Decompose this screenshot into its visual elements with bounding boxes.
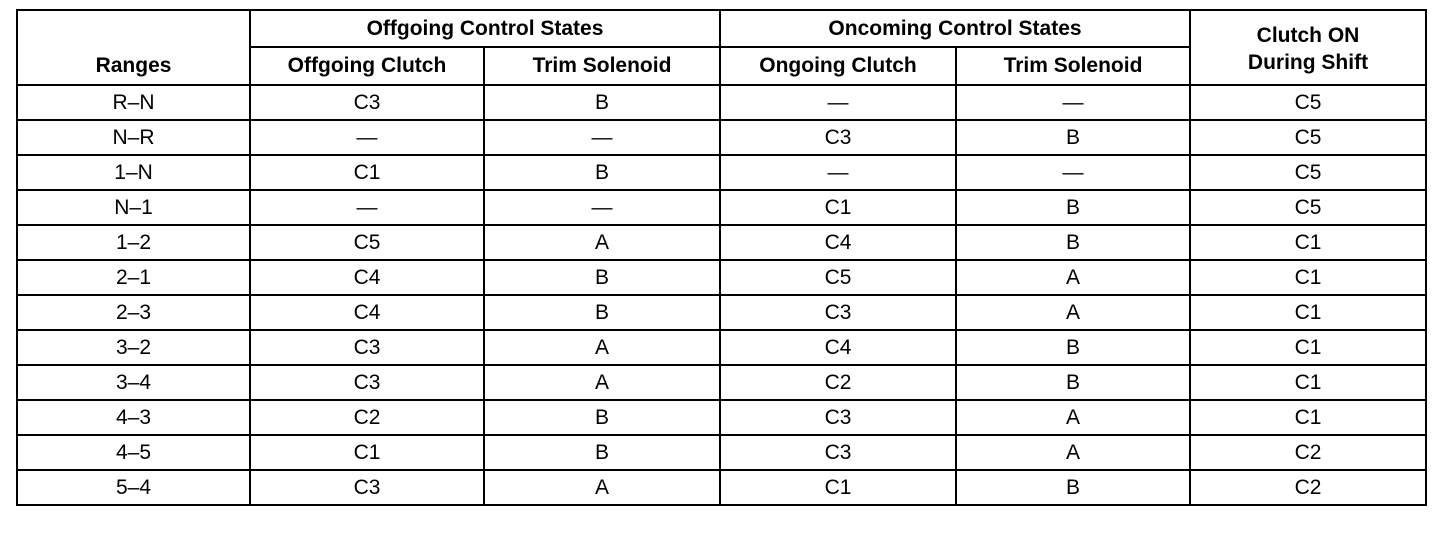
offgoing-trim-solenoid-cell: — (484, 190, 720, 225)
range-cell: 3–4 (17, 365, 250, 400)
ongoing-clutch-cell: C1 (720, 190, 956, 225)
table-row (17, 190, 1426, 225)
offgoing-clutch-cell: — (250, 120, 484, 155)
range-cell: 3–2 (17, 330, 250, 365)
offgoing-trim-solenoid-cell: B (484, 85, 720, 120)
ongoing-clutch-header: Ongoing Clutch (720, 47, 956, 85)
table-row (17, 470, 1426, 505)
offgoing-trim-solenoid-cell: A (484, 330, 720, 365)
offgoing-clutch-cell: — (250, 190, 484, 225)
ranges-header: Ranges (17, 10, 250, 85)
ongoing-clutch-cell: — (720, 85, 956, 120)
header-group-row (17, 10, 1426, 47)
range-cell: 5–4 (17, 470, 250, 505)
offgoing-clutch-cell: C3 (250, 330, 484, 365)
clutch-on-cell: C5 (1190, 190, 1426, 225)
table-row (17, 260, 1426, 295)
clutch-on-header-line2: During Shift (1247, 50, 1369, 74)
offgoing-trim-solenoid-cell: B (484, 400, 720, 435)
oncoming-trim-solenoid-cell: B (956, 470, 1190, 505)
offgoing-clutch-cell: C1 (250, 435, 484, 470)
ongoing-clutch-cell: C4 (720, 330, 956, 365)
range-cell: N–1 (17, 190, 250, 225)
offgoing-clutch-cell: C5 (250, 225, 484, 260)
offgoing-trim-solenoid-header: Trim Solenoid (484, 47, 720, 85)
offgoing-trim-solenoid-cell: A (484, 365, 720, 400)
clutch-on-during-shift-header (1190, 10, 1426, 85)
clutch-on-header-line1: Clutch ON (1256, 23, 1360, 47)
offgoing-trim-solenoid-cell: B (484, 435, 720, 470)
ongoing-clutch-cell: C3 (720, 435, 956, 470)
ongoing-clutch-cell: C1 (720, 470, 956, 505)
shift-control-table (16, 9, 1427, 506)
oncoming-trim-solenoid-cell: B (956, 365, 1190, 400)
ongoing-clutch-cell: C4 (720, 225, 956, 260)
oncoming-trim-solenoid-cell: B (956, 120, 1190, 155)
table-row (17, 120, 1426, 155)
ongoing-clutch-cell: C5 (720, 260, 956, 295)
ongoing-clutch-cell: C2 (720, 365, 956, 400)
oncoming-trim-solenoid-cell: A (956, 435, 1190, 470)
oncoming-trim-solenoid-cell: — (956, 155, 1190, 190)
oncoming-trim-solenoid-cell: B (956, 190, 1190, 225)
clutch-on-cell: C1 (1190, 295, 1426, 330)
table-row (17, 225, 1426, 260)
oncoming-trim-solenoid-cell: A (956, 260, 1190, 295)
range-cell: 2–1 (17, 260, 250, 295)
clutch-on-cell: C1 (1190, 225, 1426, 260)
offgoing-clutch-cell: C4 (250, 295, 484, 330)
clutch-on-cell: C5 (1190, 85, 1426, 120)
offgoing-control-states-header: Offgoing Control States (250, 10, 720, 47)
table-body (17, 85, 1426, 505)
clutch-on-cell: C1 (1190, 330, 1426, 365)
range-cell: 1–N (17, 155, 250, 190)
offgoing-trim-solenoid-cell: B (484, 260, 720, 295)
oncoming-trim-solenoid-cell: — (956, 85, 1190, 120)
offgoing-trim-solenoid-cell: — (484, 120, 720, 155)
range-cell: 1–2 (17, 225, 250, 260)
offgoing-clutch-cell: C3 (250, 365, 484, 400)
offgoing-clutch-cell: C3 (250, 470, 484, 505)
oncoming-control-states-header: Oncoming Control States (720, 10, 1190, 47)
clutch-on-cell: C1 (1190, 365, 1426, 400)
offgoing-trim-solenoid-cell: B (484, 155, 720, 190)
clutch-on-cell: C1 (1190, 260, 1426, 295)
table-row (17, 435, 1426, 470)
range-cell: 2–3 (17, 295, 250, 330)
ongoing-clutch-cell: — (720, 155, 956, 190)
offgoing-clutch-cell: C4 (250, 260, 484, 295)
clutch-on-cell: C5 (1190, 120, 1426, 155)
oncoming-trim-solenoid-cell: A (956, 400, 1190, 435)
range-cell: R–N (17, 85, 250, 120)
offgoing-clutch-cell: C1 (250, 155, 484, 190)
table-row (17, 295, 1426, 330)
table-row (17, 400, 1426, 435)
offgoing-clutch-header: Offgoing Clutch (250, 47, 484, 85)
ongoing-clutch-cell: C3 (720, 400, 956, 435)
offgoing-trim-solenoid-cell: B (484, 295, 720, 330)
ongoing-clutch-cell: C3 (720, 120, 956, 155)
offgoing-trim-solenoid-cell: A (484, 225, 720, 260)
table-row (17, 330, 1426, 365)
offgoing-clutch-cell: C3 (250, 85, 484, 120)
clutch-on-cell: C2 (1190, 435, 1426, 470)
clutch-on-cell: C2 (1190, 470, 1426, 505)
range-cell: 4–5 (17, 435, 250, 470)
oncoming-trim-solenoid-cell: A (956, 295, 1190, 330)
table-row (17, 365, 1426, 400)
table-row (17, 85, 1426, 120)
oncoming-trim-solenoid-cell: B (956, 225, 1190, 260)
clutch-on-cell: C5 (1190, 155, 1426, 190)
offgoing-trim-solenoid-cell: A (484, 470, 720, 505)
clutch-on-cell: C1 (1190, 400, 1426, 435)
oncoming-trim-solenoid-cell: B (956, 330, 1190, 365)
offgoing-clutch-cell: C2 (250, 400, 484, 435)
shift-control-table-container (16, 9, 1427, 506)
table-row (17, 155, 1426, 190)
oncoming-trim-solenoid-header: Trim Solenoid (956, 47, 1190, 85)
range-cell: 4–3 (17, 400, 250, 435)
ongoing-clutch-cell: C3 (720, 295, 956, 330)
range-cell: N–R (17, 120, 250, 155)
